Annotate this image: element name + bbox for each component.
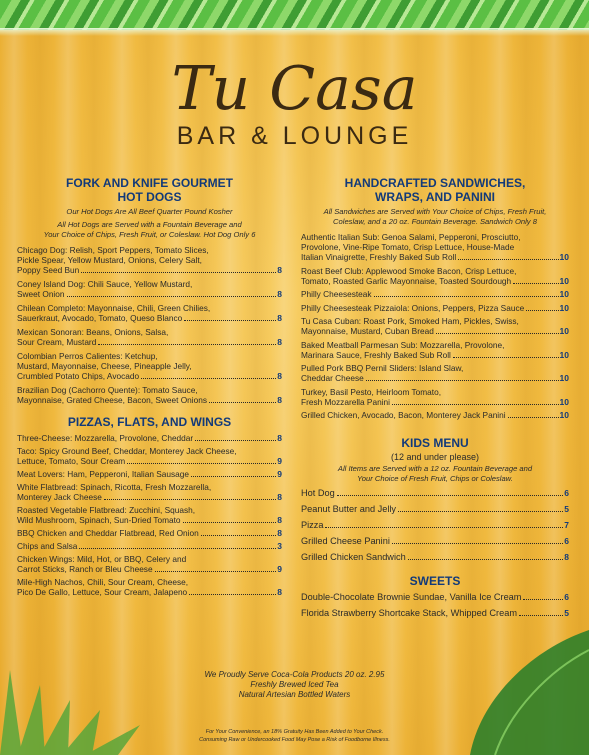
menu-item bbox=[301, 303, 569, 313]
right-column bbox=[301, 176, 569, 624]
menu-item-text: Crumbled Potato Chips, Avocado bbox=[17, 371, 140, 381]
menu-item-text: Mustard, Mayonnaise, Cheese, Pineapple Jelly, bbox=[17, 361, 192, 371]
menu-item-text: Chilean Completo: Mayonnaise, Chili, Green Chilies, bbox=[17, 303, 211, 313]
dot-leader bbox=[392, 543, 563, 544]
menu-item-price: 10 bbox=[559, 373, 569, 383]
kids-subheading: (12 and under please) bbox=[390, 452, 480, 462]
menu-item-text: Roast Beef Club: Applewood Smoke Bacon, Crisp Lettuce, bbox=[301, 265, 517, 276]
sandwiches-list bbox=[301, 232, 569, 420]
tropical-leaf-banner bbox=[0, 0, 589, 30]
menu-item-text: Grilled Chicken, Avocado, Bacon, Monterey Jack Panini bbox=[301, 410, 506, 420]
menu-item-price: 8 bbox=[277, 528, 282, 538]
menu-item-text: Three-Cheese: Mozzarella, Provolone, Cheddar bbox=[17, 433, 194, 443]
menu-item bbox=[301, 536, 569, 546]
menu-item bbox=[17, 385, 282, 405]
menu-item-text: Provolone, Vine-Ripe Tomato, Crisp Lettuce, House-Made bbox=[301, 242, 515, 252]
dot-leader bbox=[155, 571, 277, 572]
pizzas-list bbox=[17, 433, 282, 597]
menu-item-price: 10 bbox=[559, 349, 569, 360]
menu-item-text: Sweet Onion bbox=[17, 289, 65, 299]
menu-item bbox=[301, 387, 569, 407]
menu-item-price: 7 bbox=[564, 520, 569, 530]
restaurant-subtitle: BAR & LOUNGE bbox=[176, 122, 413, 150]
menu-item-price: 8 bbox=[277, 265, 282, 275]
fine-print: For Your Convenience, an 18% Gratuity Has Been Added to Your Check. Consuming Raw or Undercooked Food May Pose a Risk of Foodborne Illness. bbox=[199, 729, 390, 743]
dot-leader bbox=[508, 417, 559, 418]
menu-item-price: 6 bbox=[564, 592, 569, 602]
menu-item bbox=[301, 340, 569, 360]
menu-item bbox=[17, 528, 282, 538]
menu-item bbox=[17, 541, 282, 551]
menu-item-text: Taco: Spicy Ground Beef, Cheddar, Monterey Jack Cheese, bbox=[17, 446, 237, 456]
dot-leader bbox=[366, 380, 559, 381]
menu-item-text: Pickle Spear, Yellow Mustard, Onions, Celery Salt, bbox=[17, 255, 202, 265]
menu-item-price: 8 bbox=[277, 492, 282, 502]
menu-item bbox=[301, 232, 569, 262]
dot-leader bbox=[337, 495, 564, 496]
menu-item-price: 5 bbox=[564, 504, 569, 514]
menu-item-price: 10 bbox=[559, 302, 569, 313]
restaurant-title: Tu Casa bbox=[171, 54, 418, 124]
dot-leader bbox=[513, 283, 558, 284]
menu-item-text: BBQ Chicken and Cheddar Flatbread, Red Onion bbox=[17, 528, 199, 538]
kids-list bbox=[301, 488, 569, 562]
dot-leader bbox=[184, 320, 276, 321]
menu-item bbox=[17, 446, 282, 466]
menu-item-text: Tomato, Roasted Garlic Mayonnaise, Toasted Sourdough bbox=[301, 275, 512, 286]
dot-leader bbox=[523, 599, 563, 600]
dot-leader bbox=[519, 615, 563, 616]
dot-leader bbox=[201, 535, 277, 536]
dot-leader bbox=[141, 378, 276, 379]
menu-item-price: 8 bbox=[277, 515, 282, 525]
kids-serving-note: All Items are Served with a 12 oz. Fountain Beverage and Your Choice of Fresh Fruit, Chips or Coleslaw. bbox=[337, 464, 533, 483]
menu-item-price: 8 bbox=[277, 337, 282, 347]
menu-item-price: 8 bbox=[277, 313, 282, 323]
dot-leader bbox=[191, 476, 276, 477]
menu-item bbox=[17, 303, 282, 323]
dot-leader bbox=[81, 272, 276, 273]
dot-leader bbox=[195, 440, 276, 441]
menu-item-text: Colombian Perros Calientes: Ketchup, bbox=[17, 351, 158, 361]
dot-leader bbox=[392, 404, 559, 405]
menu-item-price: 8 bbox=[277, 587, 282, 597]
menu-item-price: 9 bbox=[277, 469, 282, 479]
menu-item-text: Meat Lovers: Ham, Pepperoni, Italian Sausage bbox=[17, 469, 190, 479]
menu-item-price: 6 bbox=[564, 488, 569, 498]
menu-item bbox=[301, 552, 569, 562]
menu-item bbox=[17, 351, 282, 381]
menu-item-text: Mayonnaise, Mustard, Cuban Bread bbox=[301, 326, 434, 336]
menu-item-text: Fresh Mozzarella Panini bbox=[301, 396, 390, 407]
menu-item bbox=[17, 482, 282, 502]
menu-item-price: 9 bbox=[277, 564, 282, 574]
menu-item-text: Sour Cream, Mustard bbox=[17, 337, 97, 347]
kids-note bbox=[301, 452, 569, 462]
sweets-heading: SWEETS bbox=[409, 574, 461, 588]
menu-item bbox=[301, 488, 569, 498]
menu-item-text: Chips and Salsa bbox=[17, 541, 78, 551]
menu-item-price: 10 bbox=[559, 326, 569, 336]
menu-item-text: Poppy Seed Bun bbox=[17, 265, 80, 275]
menu-item-text: Lettuce, Tomato, Sour Cream bbox=[17, 456, 126, 466]
menu-item-price: 10 bbox=[559, 275, 569, 286]
dot-leader bbox=[374, 296, 559, 297]
menu-item bbox=[17, 279, 282, 299]
dot-leader bbox=[209, 402, 276, 403]
dot-leader bbox=[98, 344, 276, 345]
menu-item-text: Pulled Pork BBQ Pernil Sliders: Island Slaw, bbox=[301, 363, 464, 373]
menu-item bbox=[17, 554, 282, 574]
menu-item-price: 10 bbox=[559, 396, 569, 407]
sandwiches-heading: HANDCRAFTED SANDWICHES, WRAPS, AND PANINI bbox=[344, 176, 526, 204]
menu-item-text: Chicken Wings: Mild, Hot, or BBQ, Celery and bbox=[17, 554, 187, 564]
menu-item-text: Coney Island Dog: Chili Sauce, Yellow Mustard, bbox=[17, 279, 193, 289]
beverage-note: We Proudly Serve Coca-Cola Products 20 oz. 2.95 Freshly Brewed Iced Tea Natural Artesian Bottled Waters bbox=[204, 670, 385, 699]
menu-item-text: Authentic Italian Sub: Genoa Salami, Pepperoni, Prosciutto, bbox=[301, 232, 521, 242]
sandwiches-note: All Sandwiches are Served with Your Choice of Chips, Fresh Fruit, Coleslaw, and a 20 oz. Fountain Beverage. Sandwich Only 8 bbox=[323, 207, 547, 226]
dot-leader bbox=[104, 499, 276, 500]
menu-item-text: Baked Meatball Parmesan Sub: Mozzarella, Provolone, bbox=[301, 339, 505, 350]
menu-item bbox=[17, 433, 282, 443]
menu-item-price: 10 bbox=[559, 410, 569, 420]
menu-item-text: Grilled Cheese Panini bbox=[301, 536, 390, 546]
menu-item-text: Brazilian Dog (Cachorro Quente): Tomato Sauce, bbox=[17, 385, 198, 395]
menu-item-text: Italian Vinaigrette, Freshly Baked Sub Roll bbox=[301, 252, 457, 262]
menu-item-text: Roasted Vegetable Flatbread: Zucchini, Squash, bbox=[17, 505, 196, 515]
menu-item-text: Grilled Chicken Sandwich bbox=[301, 552, 406, 562]
menu-item-price: 5 bbox=[564, 608, 569, 618]
menu-item bbox=[301, 520, 569, 530]
menu-item bbox=[301, 363, 569, 383]
menu-item bbox=[301, 289, 569, 299]
dot-leader bbox=[127, 463, 276, 464]
dot-leader bbox=[458, 259, 558, 260]
dot-leader bbox=[436, 333, 559, 334]
menu-item-price: 9 bbox=[277, 456, 282, 466]
menu-item-text: White Flatbread: Spinach, Ricotta, Fresh Mozzarella, bbox=[17, 482, 212, 492]
hotdogs-heading: FORK AND KNIFE GOURMET HOT DOGS bbox=[66, 176, 233, 204]
dot-leader bbox=[453, 357, 559, 358]
pizzas-heading: PIZZAS, FLATS, AND WINGS bbox=[67, 415, 232, 429]
menu-item-text: Hot Dog bbox=[301, 488, 335, 498]
dot-leader bbox=[189, 594, 276, 595]
menu-item bbox=[17, 327, 282, 347]
menu-item bbox=[17, 577, 282, 597]
menu-item-text: Carrot Sticks, Ranch or Bleu Cheese bbox=[17, 564, 153, 574]
kids-heading: KIDS MENU bbox=[401, 436, 469, 450]
menu-item-text: Cheddar Cheese bbox=[301, 373, 364, 383]
menu-item bbox=[301, 266, 569, 286]
menu-item-text: Turkey, Basil Pesto, Heirloom Tomato, bbox=[301, 386, 442, 397]
menu-item-price: 8 bbox=[277, 371, 282, 381]
menu-item bbox=[301, 410, 569, 420]
left-column bbox=[17, 176, 282, 600]
menu-item-price: 8 bbox=[277, 433, 282, 443]
menu-item-price: 10 bbox=[559, 289, 569, 299]
menu-item bbox=[17, 469, 282, 479]
menu-item-text: Marinara Sauce, Freshly Baked Sub Roll bbox=[301, 349, 451, 360]
menu-item bbox=[301, 316, 569, 336]
dot-leader bbox=[325, 527, 563, 528]
dot-leader bbox=[408, 559, 564, 560]
hotdogs-list bbox=[17, 245, 282, 405]
menu-item-price: 8 bbox=[277, 395, 282, 405]
menu-item-text: Monterey Jack Cheese bbox=[17, 492, 102, 502]
menu-item-text: Mexican Sonoran: Beans, Onions, Salsa, bbox=[17, 327, 169, 337]
menu-item-text: Mile-High Nachos, Chili, Sour Cream, Cheese, bbox=[17, 577, 189, 587]
menu-item bbox=[17, 505, 282, 525]
menu-item-text: Philly Cheesesteak Pizzaiola: Onions, Peppers, Pizza Sauce bbox=[301, 302, 525, 313]
menu-item bbox=[17, 245, 282, 275]
menu-item-text: Florida Strawberry Shortcake Stack, Whipped Cream bbox=[301, 608, 517, 618]
dot-leader bbox=[79, 548, 276, 549]
menu-item-text: Philly Cheesesteak bbox=[301, 289, 372, 299]
menu-item bbox=[301, 504, 569, 514]
menu-item-text: Chicago Dog: Relish, Sport Peppers, Tomato Slices, bbox=[17, 245, 209, 255]
menu-item-text: Peanut Butter and Jelly bbox=[301, 504, 396, 514]
dot-leader bbox=[526, 310, 558, 311]
banner-fade bbox=[0, 28, 589, 36]
menu-item-text: Mayonnaise, Grated Cheese, Bacon, Sweet Onions bbox=[17, 395, 208, 405]
menu-item-text: Pizza bbox=[301, 520, 324, 530]
menu-item-text: Pico De Gallo, Lettuce, Sour Cream, Jalapeno bbox=[17, 587, 188, 597]
menu-item-text: Sauerkraut, Avocado, Tomato, Queso Blanco bbox=[17, 313, 183, 323]
menu-item bbox=[301, 592, 569, 602]
menu-item-price: 8 bbox=[564, 552, 569, 562]
dot-leader bbox=[183, 522, 277, 523]
menu-item-price: 3 bbox=[277, 541, 282, 551]
menu-item-text: Wild Mushroom, Spinach, Sun-Dried Tomato bbox=[17, 515, 181, 525]
sweets-list bbox=[301, 592, 569, 618]
dot-leader bbox=[67, 296, 277, 297]
dot-leader bbox=[398, 511, 563, 512]
menu-item-price: 6 bbox=[564, 536, 569, 546]
menu-item-text: Tu Casa Cuban: Roast Pork, Smoked Ham, Pickles, Swiss, bbox=[301, 316, 519, 326]
menu-item-price: 8 bbox=[277, 289, 282, 299]
menu-item-text: Double-Chocolate Brownie Sundae, Vanilla Ice Cream bbox=[301, 592, 522, 602]
menu-item-price: 10 bbox=[559, 252, 569, 262]
hotdogs-note: Our Hot Dogs Are All Beef Quarter Pound Kosher All Hot Dogs are Served with a Fountain Beverage and Your Choice of Chips, Fresh Fruit, or Coleslaw. Hot Dog Only 6 bbox=[43, 207, 256, 239]
menu-item bbox=[301, 608, 569, 618]
